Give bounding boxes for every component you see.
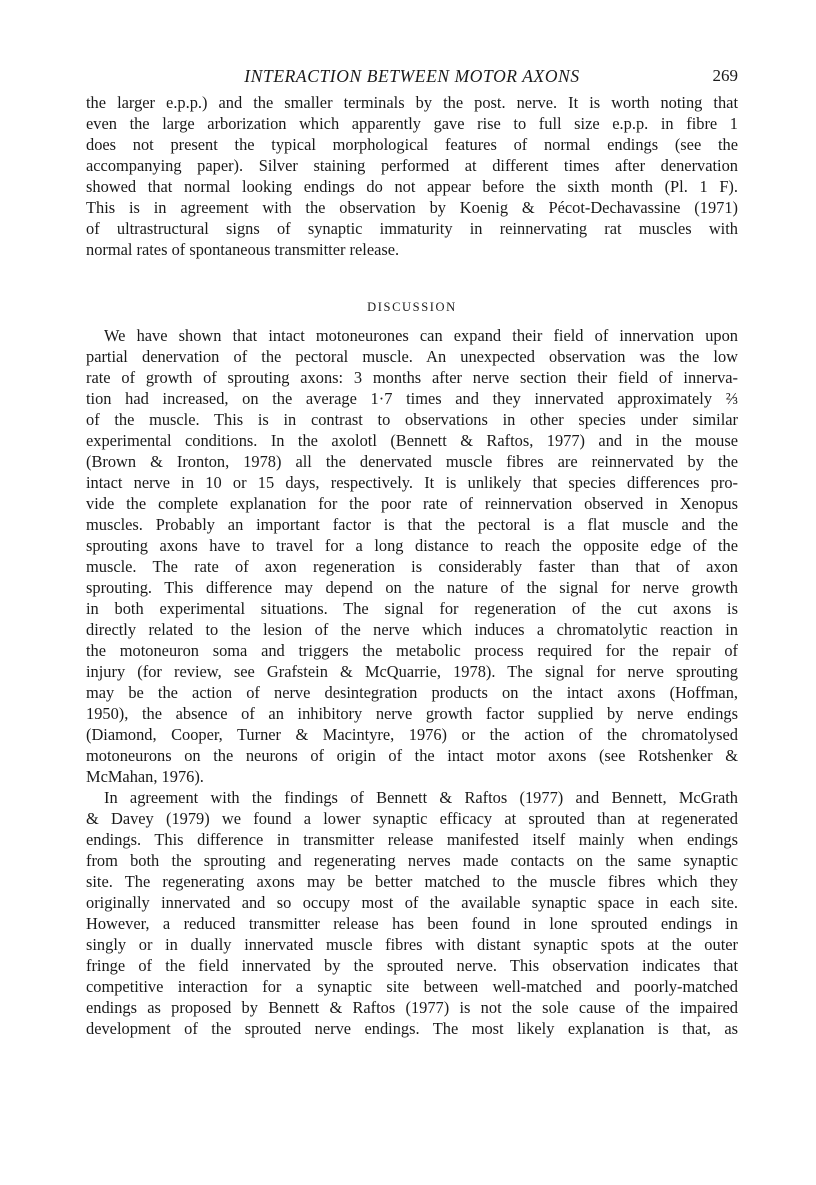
- text-line: accompanying paper). Silver staining performed at different times after denervation: [86, 156, 738, 175]
- text-line: (Brown & Ironton, 1978) all the denervated muscle fibres are reinnervated by the: [86, 452, 738, 471]
- text-line: (Diamond, Cooper, Turner & Macintyre, 1976) or the action of the chromatolysed: [86, 725, 738, 744]
- text-line: We have shown that intact motoneurones can expand their field of innervation upon: [104, 326, 738, 345]
- text-line: sprouting axons have to travel for a long distance to reach the opposite edge of the: [86, 536, 738, 555]
- text-line: injury (for review, see Grafstein & McQuarrie, 1978). The signal for nerve sprouting: [86, 662, 738, 681]
- text-line: McMahan, 1976).: [86, 767, 204, 786]
- text-line: development of the sprouted nerve endings. The most likely explanation is that, as: [86, 1019, 738, 1038]
- text-line: & Davey (1979) we found a lower synaptic efficacy at sprouted than at regenerated: [86, 809, 738, 828]
- text-line: endings. This difference in transmitter release manifested itself mainly when endings: [86, 830, 738, 849]
- text-line: partial denervation of the pectoral muscle. An unexpected observation was the low: [86, 347, 738, 366]
- paragraph-discussion-2: [86, 787, 738, 1039]
- text-line: the motoneuron soma and triggers the metabolic process required for the repair of: [86, 641, 738, 660]
- page-number: 269: [712, 66, 738, 85]
- text-line: of ultrastructural signs of synaptic immaturity in reinnervating rat muscles with: [86, 219, 738, 238]
- text-line: originally innervated and so occupy most of the available synaptic space in each site.: [86, 893, 738, 912]
- text-line: motoneurons on the neurons of origin of the intact motor axons (see Rotshenker &: [86, 746, 738, 765]
- running-title: INTERACTION BETWEEN MOTOR AXONS: [244, 66, 580, 86]
- text-line: site. The regenerating axons may be better matched to the muscle fibres which they: [86, 872, 738, 891]
- text-line: muscles. Probably an important factor is that the pectoral is a flat muscle and the: [86, 515, 738, 534]
- text-line: in both experimental situations. The signal for regeneration of the cut axons is: [86, 599, 738, 618]
- running-header: [86, 58, 738, 86]
- journal-page: [86, 58, 738, 1039]
- text-line: normal rates of spontaneous transmitter release.: [86, 240, 400, 259]
- text-line: endings as proposed by Bennett & Raftos (1977) is not the sole cause of the impaired: [86, 998, 738, 1017]
- paragraph-discussion-1: [86, 325, 738, 787]
- text-line: This is in agreement with the observation by Koenig & Pécot-Dechavassine (1971): [86, 198, 738, 217]
- text-line: of the muscle. This is in contrast to observations in other species under similar: [86, 410, 738, 429]
- text-line: intact nerve in 10 or 15 days, respectively. It is unlikely that species differences pro-: [86, 473, 738, 492]
- text-line: sprouting. This difference may depend on the nature of the signal for nerve growth: [86, 578, 738, 597]
- text-line: from both the sprouting and regenerating nerves made contacts on the same synaptic: [86, 851, 738, 870]
- text-line: vide the complete explanation for the poor rate of reinnervation observed in Xenopus: [86, 494, 738, 513]
- text-line: even the large arborization which apparently gave rise to full size e.p.p. in fibre 1: [86, 114, 738, 133]
- text-line: experimental conditions. In the axolotl (Bennett & Raftos, 1977) and in the mouse: [86, 431, 738, 450]
- text-line: the larger e.p.p.) and the smaller terminals by the post. nerve. It is worth noting that: [86, 93, 738, 112]
- text-line: singly or in dually innervated muscle fibres with distant synaptic spots at the outer: [86, 935, 738, 954]
- text-line: showed that normal looking endings do not appear before the sixth month (Pl. 1 F).: [86, 177, 738, 196]
- text-line: does not present the typical morphological features of normal endings (see the: [86, 135, 738, 154]
- text-line: fringe of the field innervated by the sprouted nerve. This observation indicates that: [86, 956, 738, 975]
- text-line: rate of growth of sprouting axons: 3 months after nerve section their field of innerva-: [86, 368, 738, 387]
- text-line: In agreement with the findings of Bennett & Raftos (1977) and Bennett, McGrath: [104, 788, 738, 807]
- text-line: directly related to the lesion of the nerve which induces a chromatolytic reaction in: [86, 620, 738, 639]
- text-line: 1950), the absence of an inhibitory nerve growth factor supplied by nerve endings: [86, 704, 738, 723]
- text-line: However, a reduced transmitter release has been found in lone sprouted endings in: [86, 914, 738, 933]
- text-line: may be the action of nerve desintegration products on the intact axons (Hoffman,: [86, 683, 738, 702]
- text-line: tion had increased, on the average 1·7 times and they innervated approximately ⅔: [86, 389, 738, 408]
- paragraph-results-end: [86, 92, 738, 260]
- text-line: muscle. The rate of axon regeneration is considerably faster than that of axon: [86, 557, 738, 576]
- section-heading-discussion: DISCUSSION: [367, 300, 457, 314]
- text-line: competitive interaction for a synaptic site between well-matched and poorly-matched: [86, 977, 738, 996]
